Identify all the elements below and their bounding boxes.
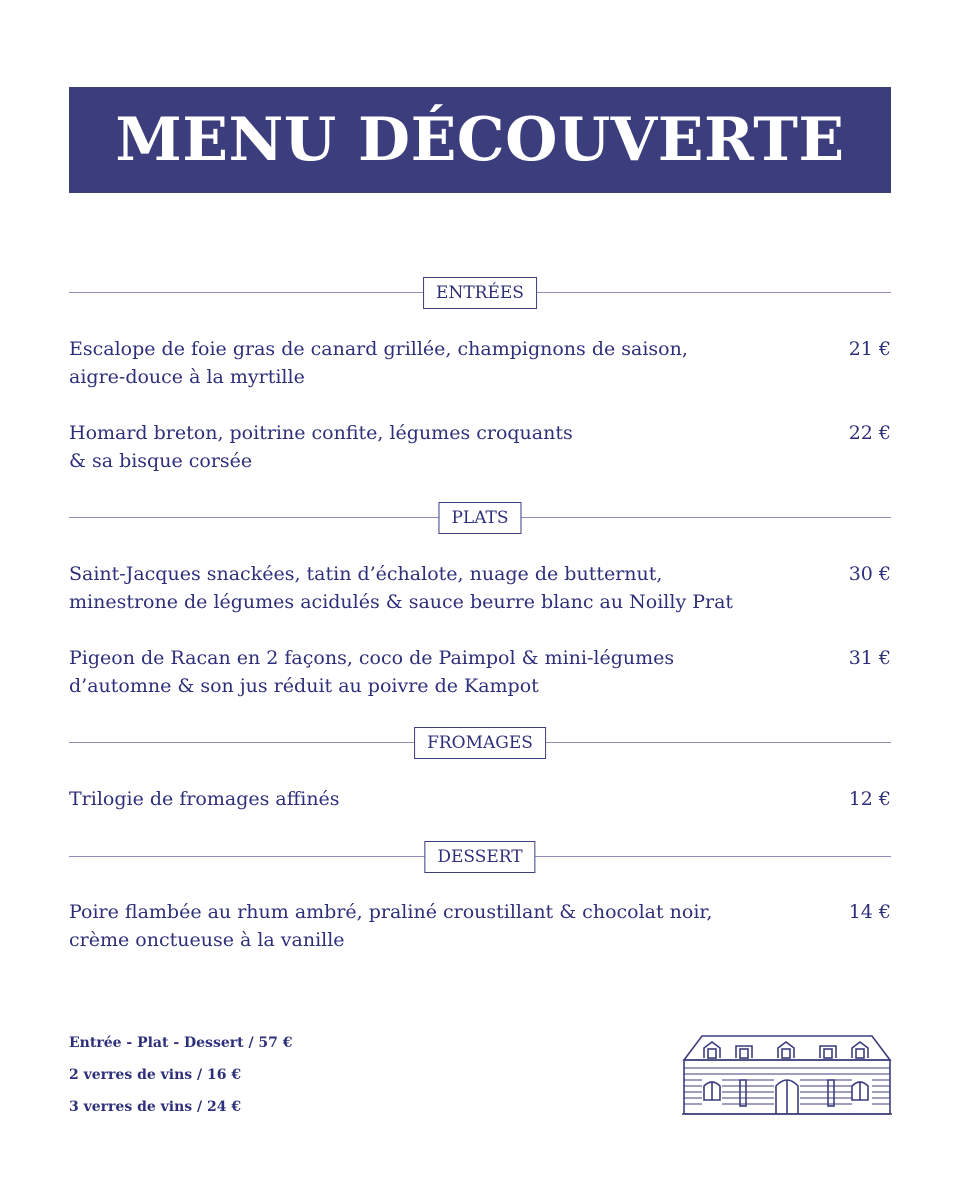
item-line: & sa bisque corsée	[69, 450, 253, 472]
item-line: Poire flambée au rhum ambré, praliné croustillant & chocolat noir,	[69, 901, 713, 923]
item-price: 12 €	[848, 788, 891, 810]
menu-item	[69, 419, 891, 475]
item-line: Homard breton, poitrine confite, légumes croquants	[69, 422, 573, 444]
item-description	[69, 785, 809, 813]
page-title: MENU DÉCOUVERTE	[115, 105, 845, 175]
menu-item	[69, 785, 891, 813]
item-description	[69, 335, 809, 391]
item-line: minestrone de légumes acidulés & sauce beurre blanc au Noilly Prat	[69, 591, 734, 613]
wine-pairing-2: 2 verres de vins / 16 €	[69, 1067, 242, 1083]
item-description	[69, 419, 809, 475]
item-price: 30 €	[848, 563, 891, 585]
menu-item	[69, 560, 891, 616]
item-line: Pigeon de Racan en 2 façons, coco de Paimpol & mini-légumes	[69, 647, 675, 669]
menu-item	[69, 335, 891, 391]
item-description	[69, 560, 809, 616]
section-title: FROMAGES	[414, 727, 546, 759]
menu-item	[69, 898, 891, 954]
item-line: Saint-Jacques snackées, tatin d’échalote, nuage de butternut,	[69, 563, 663, 585]
item-description	[69, 898, 809, 954]
item-line: Trilogie de fromages affinés	[69, 788, 340, 810]
item-line: crème onctueuse à la vanille	[69, 929, 345, 951]
title-banner	[69, 87, 891, 193]
menu-item	[69, 644, 891, 700]
section-header-fromages	[69, 727, 891, 759]
section-title: DESSERT	[424, 841, 535, 873]
item-price: 21 €	[848, 338, 891, 360]
item-line: Escalope de foie gras de canard grillée, champignons de saison,	[69, 338, 688, 360]
item-price: 22 €	[848, 422, 891, 444]
section-header-dessert	[69, 841, 891, 873]
item-description	[69, 644, 809, 700]
item-line: aigre-douce à la myrtille	[69, 366, 305, 388]
wine-pairing-3: 3 verres de vins / 24 €	[69, 1099, 242, 1115]
section-header-entrees	[69, 277, 891, 309]
item-line: d’automne & son jus réduit au poivre de Kampot	[69, 675, 539, 697]
section-title: PLATS	[438, 502, 521, 534]
section-title: ENTRÉES	[423, 277, 537, 309]
item-price: 14 €	[848, 901, 891, 923]
section-header-plats	[69, 502, 891, 534]
item-price: 31 €	[848, 647, 891, 669]
formula-price: Entrée - Plat - Dessert / 57 €	[69, 1035, 293, 1051]
building-icon	[682, 1034, 892, 1116]
